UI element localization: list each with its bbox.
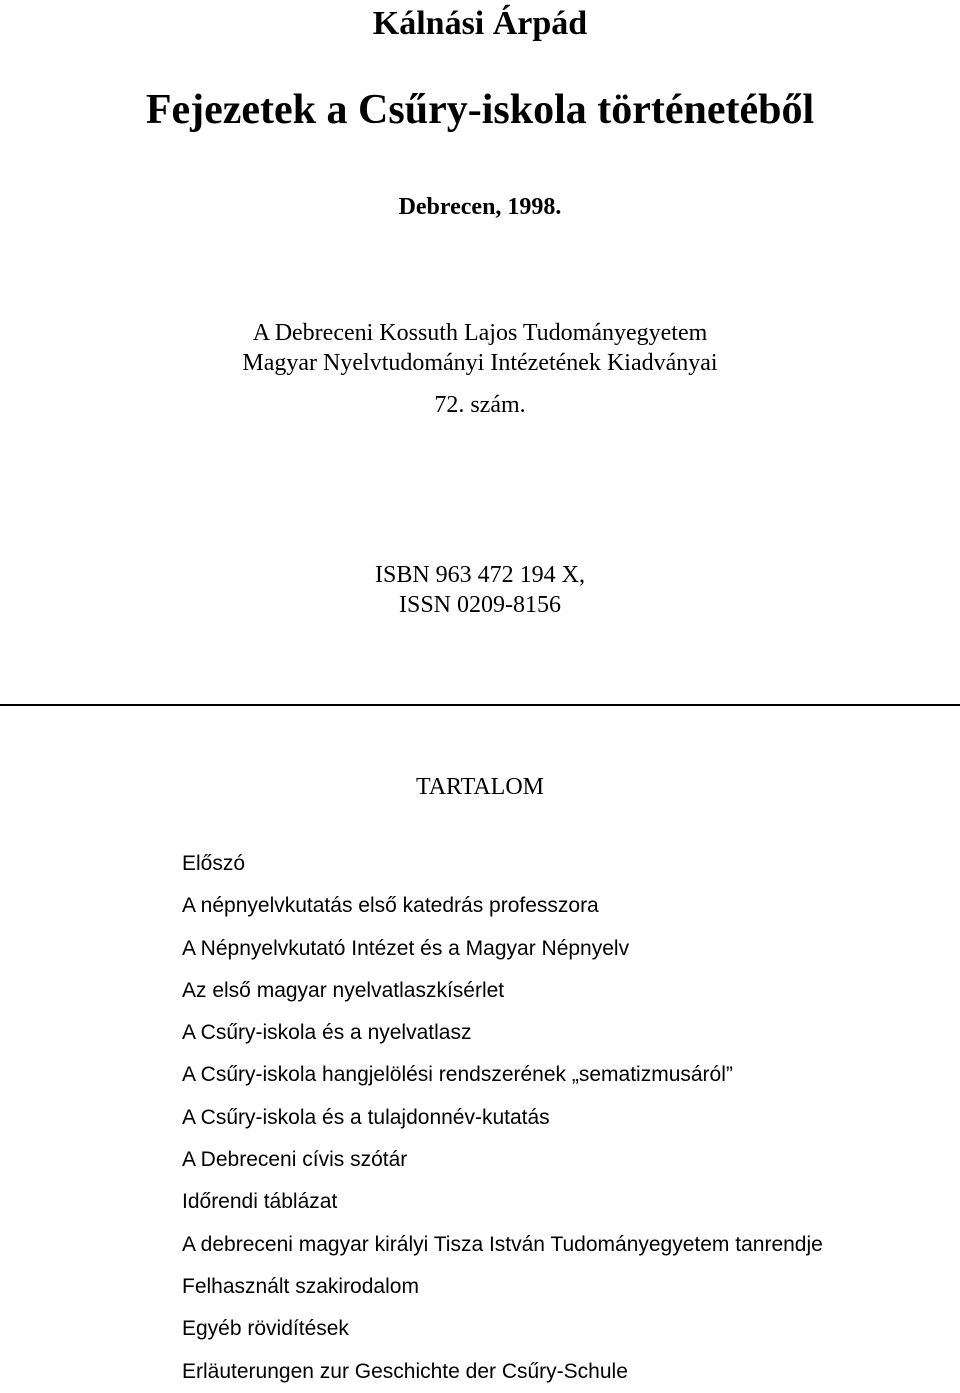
- issn: ISSN 0209-8156: [398, 592, 561, 618]
- toc-item: A Debreceni cívis szótár: [182, 1148, 408, 1172]
- author-name: Kálnási Árpád: [372, 5, 588, 42]
- table-of-contents: [182, 843, 823, 1393]
- toc-item: Az első magyar nyelvatlaszkísérlet: [182, 978, 505, 1002]
- toc-item: Erläuterungen zur Geschichte der Csűry-Schule: [182, 1359, 628, 1383]
- toc-item: A Csűry-iskola és a tulajdonnév-kutatás: [182, 1105, 550, 1129]
- series-number: 72. szám.: [434, 392, 526, 418]
- isbn: ISBN 963 472 194 X,: [374, 562, 585, 588]
- toc-item: Időrendi táblázat: [182, 1190, 338, 1214]
- toc-item: A debreceni magyar királyi Tisza István Tudományegyetem tanrendje: [182, 1232, 823, 1256]
- toc-item: Felhasznált szakirodalom: [182, 1274, 419, 1298]
- toc-item: Egyéb rövidítések: [182, 1317, 349, 1341]
- publisher-series-line-1: A Debreceni Kossuth Lajos Tudományegyetem: [252, 320, 708, 346]
- toc-item: A Népnyelvkutató Intézet és a Magyar Népnyelv: [182, 936, 630, 960]
- publisher-series-line-2: Magyar Nyelvtudományi Intézetének Kiadványai: [242, 350, 718, 376]
- toc-item: A Csűry-iskola és a nyelvatlasz: [182, 1021, 472, 1045]
- book-title: Fejezetek a Csűry-iskola történetéből: [145, 87, 815, 133]
- section-divider: [0, 704, 960, 706]
- toc-item: A Csűry-iskola hangjelölési rendszerének „sematizmusáról”: [182, 1063, 733, 1087]
- toc-heading: TARTALOM: [415, 774, 545, 800]
- place-and-year: Debrecen, 1998.: [398, 194, 562, 220]
- toc-item: Előszó: [182, 852, 246, 875]
- toc-item: A népnyelvkutatás első katedrás professzora: [182, 894, 599, 918]
